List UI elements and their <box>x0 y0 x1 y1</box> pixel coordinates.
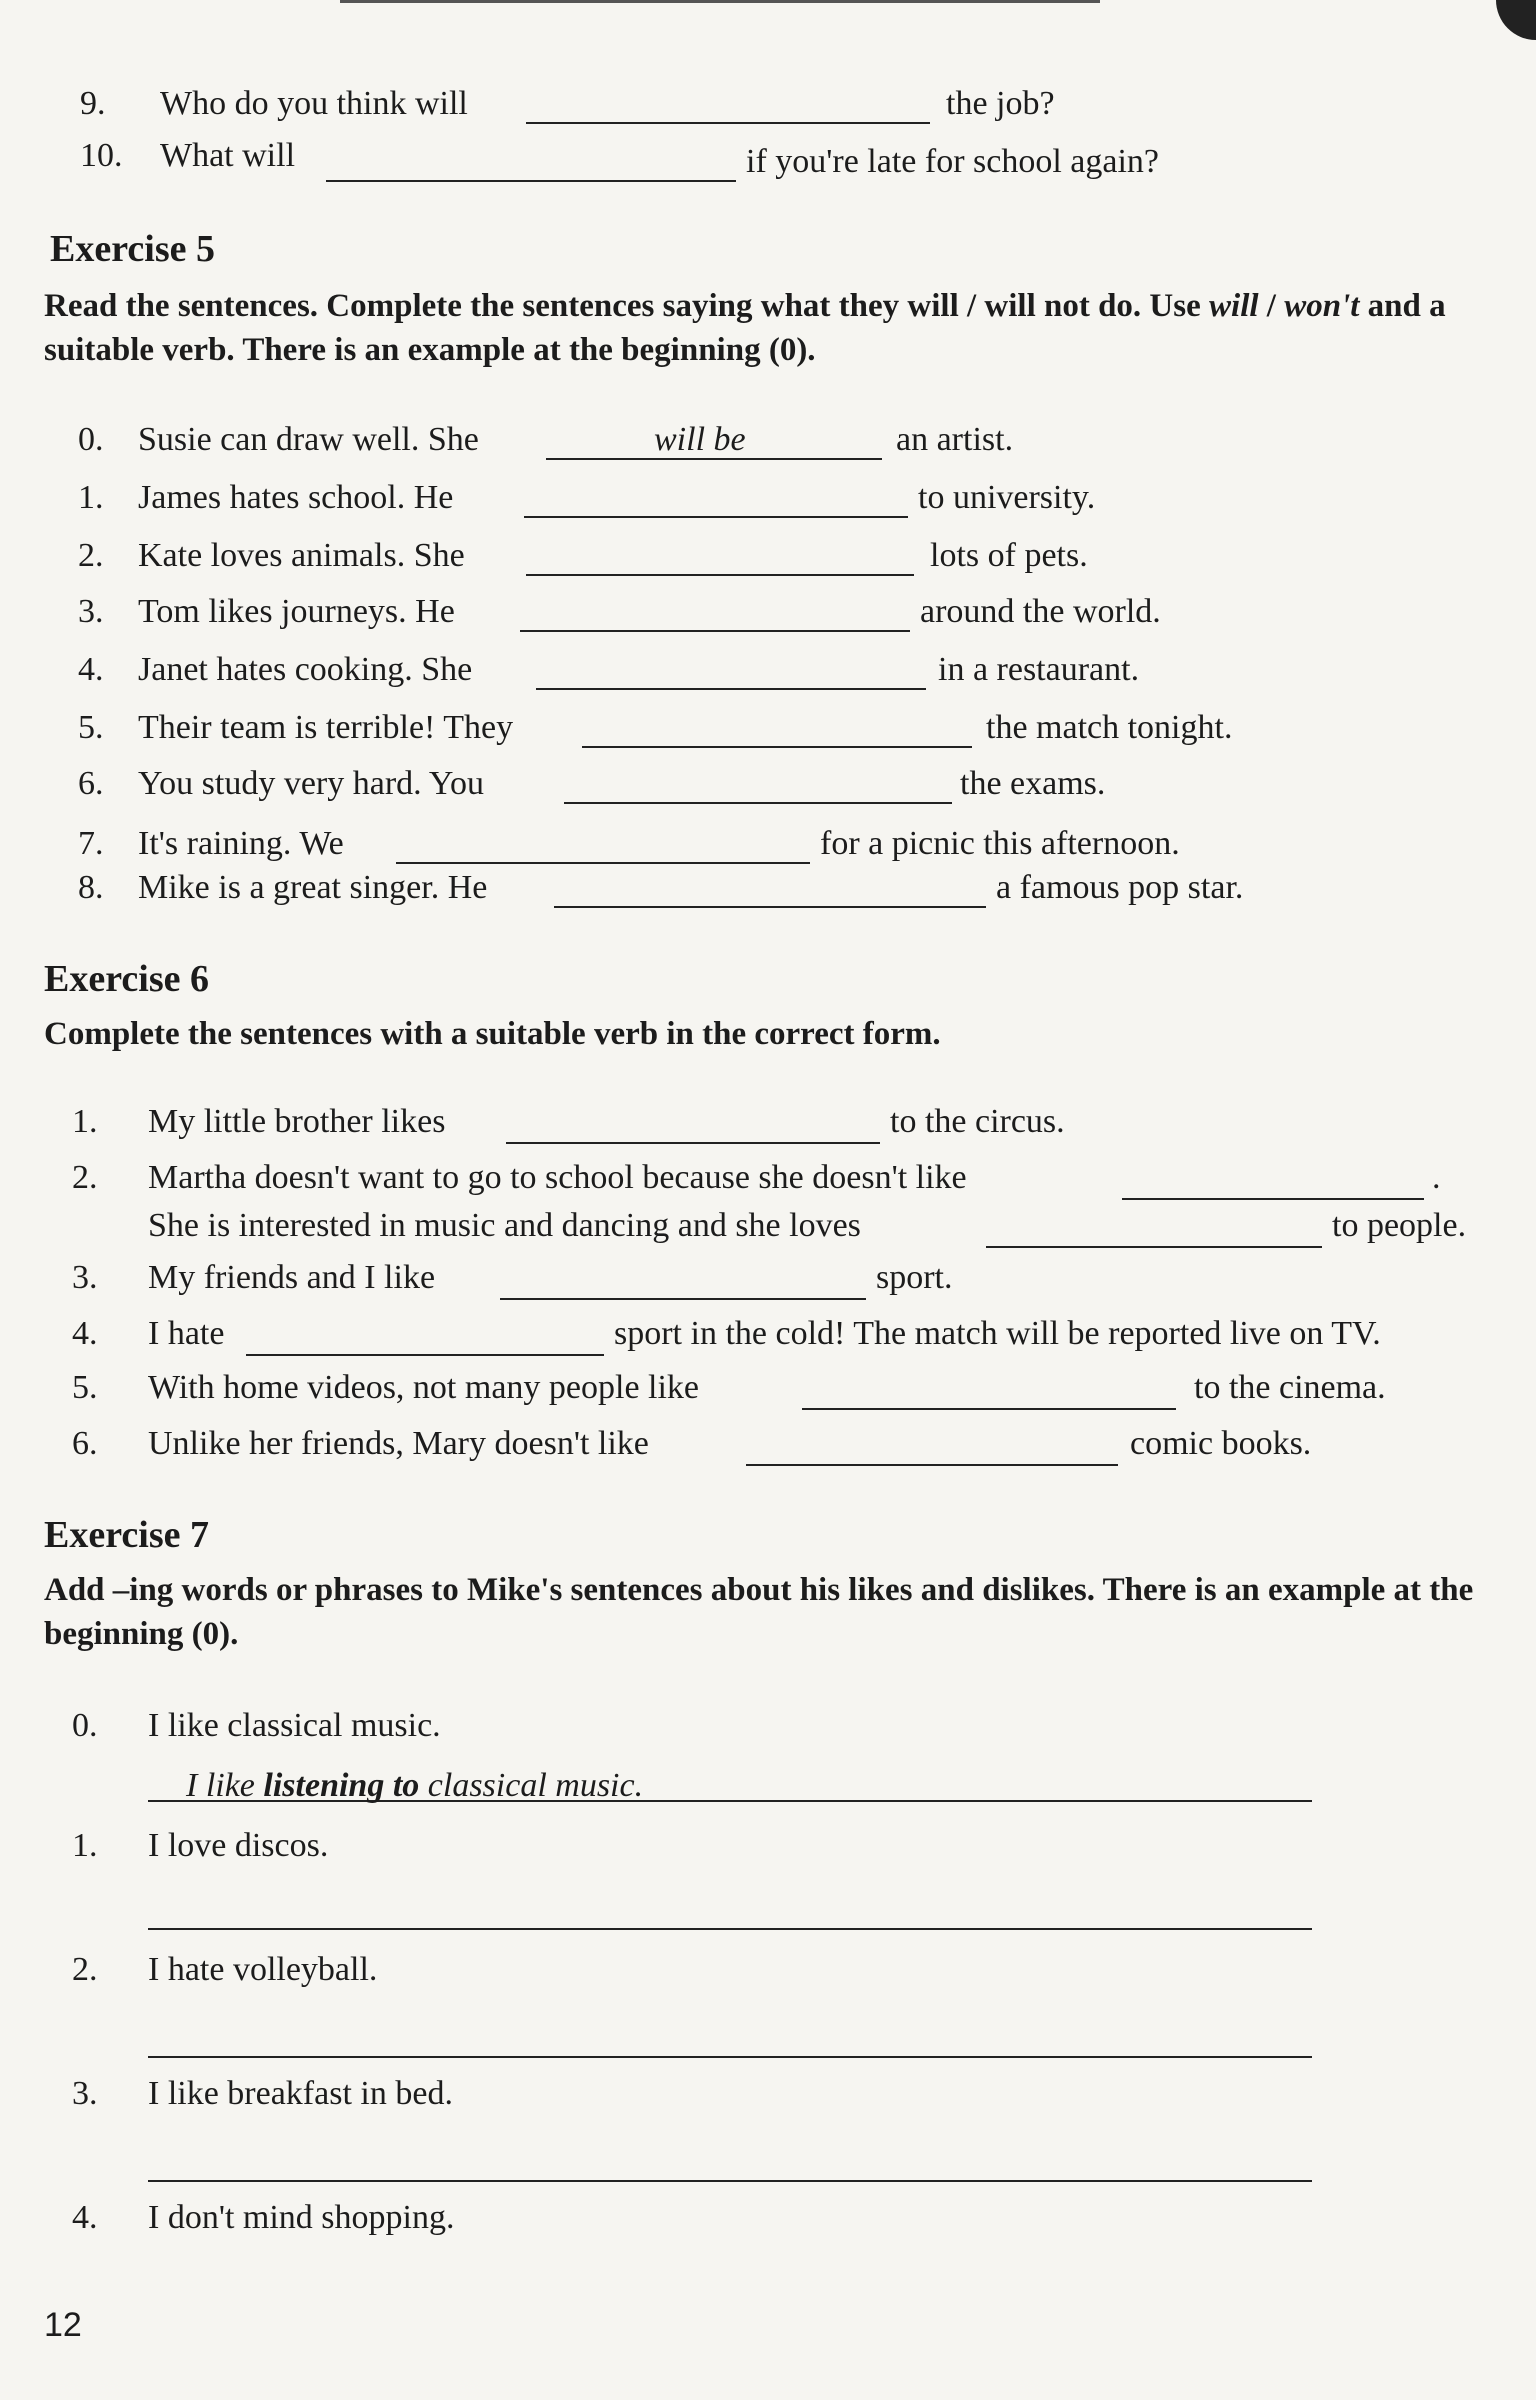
item-text: I like breakfast in bed. <box>148 2075 453 2112</box>
item-text-after: a famous pop star. <box>996 869 1244 906</box>
exercise-6-title: Exercise 6 <box>44 958 209 1000</box>
answer-blank[interactable] <box>246 1354 604 1356</box>
exercise-5-title: Exercise 5 <box>50 228 215 270</box>
item-text-before: My little brother likes <box>148 1103 446 1140</box>
answer-blank[interactable] <box>536 688 926 690</box>
item-text: I love discos. <box>148 1827 329 1864</box>
item-text-before: What will <box>160 137 296 174</box>
item-text-after: sport in the cold! The match will be reported live on TV. <box>614 1315 1381 1352</box>
item-text-after: the match tonight. <box>986 709 1233 746</box>
item-text-after: if you're late for school again? <box>746 143 1160 180</box>
answer-blank[interactable] <box>526 122 930 124</box>
item-number: 3. <box>72 2075 98 2112</box>
item-number: 2. <box>72 1951 98 1988</box>
item-number: 5. <box>78 709 104 746</box>
answer-blank[interactable] <box>506 1142 880 1144</box>
example-answer: I like listening to classical music. <box>186 1767 644 1804</box>
item-number: 7. <box>78 825 104 862</box>
item-number: 0. <box>78 421 104 458</box>
item-number: 5. <box>72 1369 98 1406</box>
item-text-before: With home videos, not many people like <box>148 1369 700 1406</box>
item-text-before: Susie can draw well. She <box>138 421 479 458</box>
item-text-before: My friends and I like <box>148 1259 436 1296</box>
item-number: 2. <box>78 537 104 574</box>
item-text-after: lots of pets. <box>930 537 1088 574</box>
item-text: I hate volleyball. <box>148 1951 378 1988</box>
top-rule <box>340 0 1100 3</box>
answer-blank[interactable] <box>746 1464 1118 1466</box>
answer-blank[interactable] <box>986 1246 1322 1248</box>
item-number: 0. <box>72 1707 98 1744</box>
answer-line[interactable] <box>148 2056 1312 2058</box>
item-number: 1. <box>78 479 104 516</box>
item-number: 6. <box>72 1425 98 1462</box>
item-text-before: Their team is terrible! They <box>138 709 514 746</box>
item-text: I don't mind shopping. <box>148 2199 455 2236</box>
item-text-before: Who do you think will <box>160 85 468 122</box>
item-text-before: James hates school. He <box>138 479 454 516</box>
item-number: 3. <box>78 593 104 630</box>
example-answer: will be <box>654 421 746 458</box>
answer-blank[interactable] <box>524 516 908 518</box>
item-text-before: You study very hard. You <box>138 765 485 802</box>
item-text-after: to the cinema. <box>1194 1369 1386 1406</box>
item-number: 1. <box>72 1103 98 1140</box>
item-number: 2. <box>72 1159 98 1196</box>
answer-blank[interactable] <box>1122 1198 1424 1200</box>
item-text-before: Martha doesn't want to go to school because she doesn't like <box>148 1159 967 1196</box>
item-text-after: the exams. <box>960 765 1106 802</box>
item-number: 10. <box>80 137 123 174</box>
answer-blank[interactable] <box>582 746 972 748</box>
item-number: 6. <box>78 765 104 802</box>
item-text-after: to university. <box>918 479 1096 516</box>
item-text-after: in a restaurant. <box>938 651 1140 688</box>
item-text-before: Janet hates cooking. She <box>138 651 473 688</box>
page-corner-shadow <box>1496 0 1536 40</box>
exercise-6-instructions: Complete the sentences with a suitable verb in the correct form. <box>44 1016 941 1052</box>
item-number: 3. <box>72 1259 98 1296</box>
exercise-7-instructions: Add –ing words or phrases to Mike's sentences about his likes and dislikes. There is an example at the beginning (0). <box>44 1572 1474 1652</box>
answer-line[interactable] <box>148 2180 1312 2182</box>
item-text-after: to the circus. <box>890 1103 1065 1140</box>
item-number: 4. <box>78 651 104 688</box>
answer-blank[interactable] <box>564 802 952 804</box>
item-number: 9. <box>80 85 106 122</box>
item-text-before: I hate <box>148 1315 225 1352</box>
item-text-before: Tom likes journeys. He <box>138 593 455 630</box>
item-text-before: Unlike her friends, Mary doesn't like <box>148 1425 649 1462</box>
item-number: 4. <box>72 2199 98 2236</box>
item-number: 8. <box>78 869 104 906</box>
answer-blank[interactable] <box>802 1408 1176 1410</box>
answer-blank[interactable] <box>554 906 986 908</box>
item-text-after: to people. <box>1332 1207 1467 1244</box>
item-text-before: It's raining. We <box>138 825 344 862</box>
item-text-after: sport. <box>876 1259 953 1296</box>
item-number: 1. <box>72 1827 98 1864</box>
answer-blank[interactable] <box>326 180 736 182</box>
item-text-after: around the world. <box>920 593 1161 630</box>
answer-line[interactable] <box>148 1928 1312 1930</box>
answer-blank[interactable] <box>500 1298 866 1300</box>
item-text-after: . <box>1432 1159 1441 1196</box>
item-text-before: Mike is a great singer. He <box>138 869 488 906</box>
answer-blank[interactable] <box>526 574 914 576</box>
page-number: 12 <box>44 2306 82 2344</box>
answer-blank[interactable] <box>396 862 810 864</box>
item-text: I like classical music. <box>148 1707 441 1744</box>
item-text-before: She is interested in music and dancing and she loves <box>148 1207 861 1244</box>
item-text-after: for a picnic this afternoon. <box>820 825 1180 862</box>
exercise-7-title: Exercise 7 <box>44 1514 209 1556</box>
exercise-5-instructions: Read the sentences. Complete the sentences saying what they will / will not do. Use will / won't and a suitable verb. There is an example at the beginning (0). <box>44 288 1446 368</box>
item-text-after: the job? <box>946 85 1055 122</box>
item-text-before: Kate loves animals. She <box>138 537 465 574</box>
answer-blank[interactable] <box>520 630 910 632</box>
item-text-after: an artist. <box>896 421 1014 458</box>
item-text-after: comic books. <box>1130 1425 1312 1462</box>
item-number: 4. <box>72 1315 98 1352</box>
